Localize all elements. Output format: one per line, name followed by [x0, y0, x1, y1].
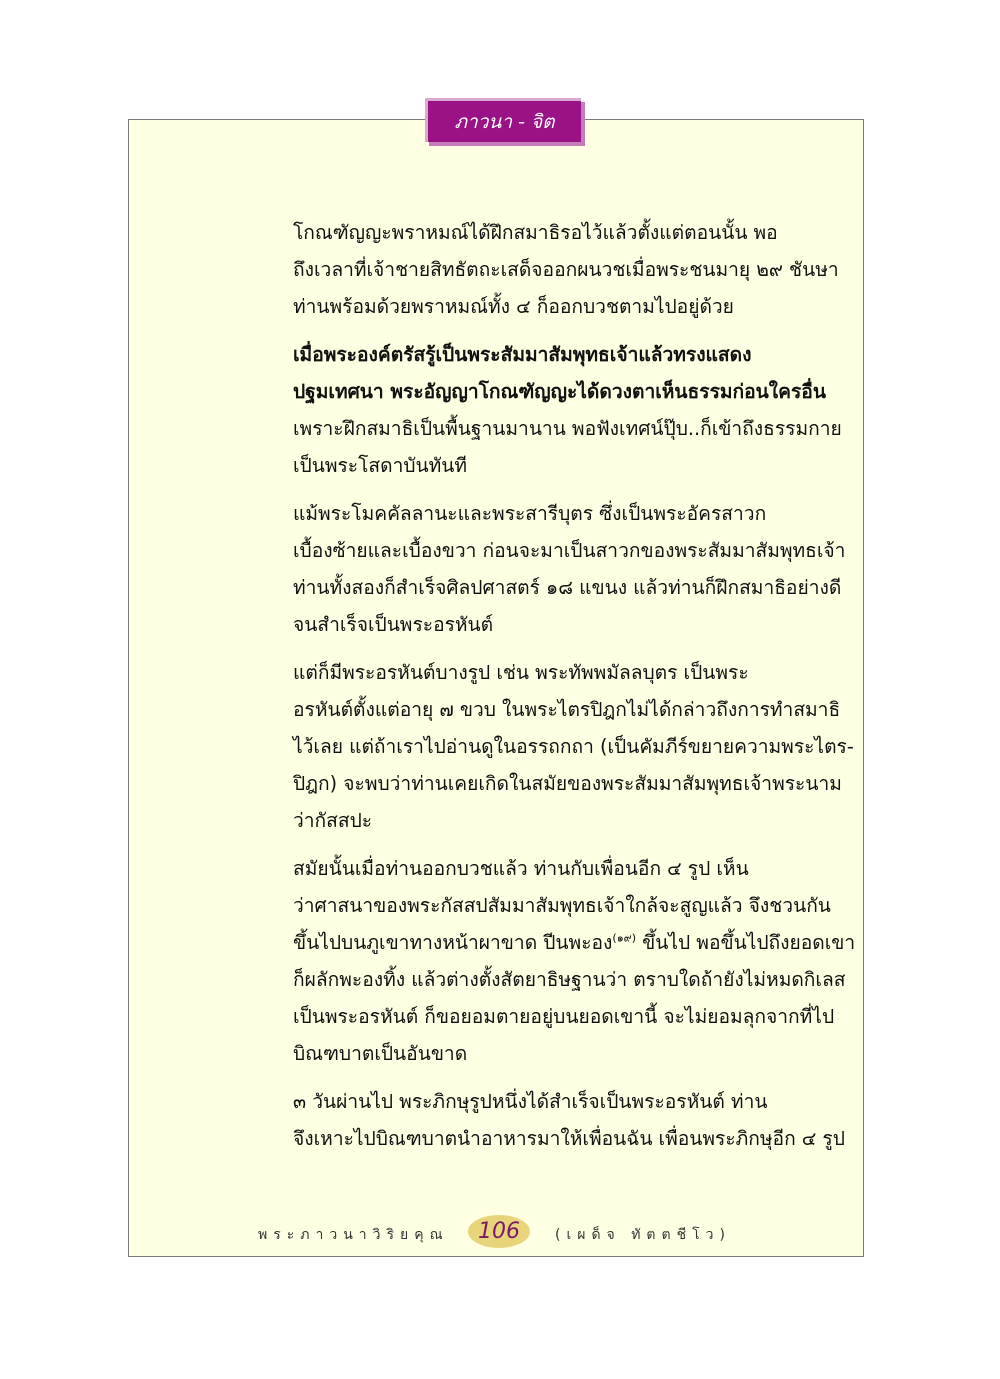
text-line: ท่านพร้อมด้วยพราหมณ์ทั้ง ๔ ก็ออกบวชตามไปอยู่ด้วย — [293, 295, 734, 318]
text-line: สมัยนั้นเมื่อท่านออกบวชแล้ว ท่านกับเพื่อนอีก ๔ รูป เห็น — [293, 857, 749, 880]
text-line: บิณฑบาตเป็นอันขาด — [293, 1042, 468, 1065]
text-line: เป็นพระโสดาบันทันที — [293, 454, 468, 477]
text-line: ๓ วันผ่านไป พระภิกษุรูปหนึ่งได้สำเร็จเป็นพระอรหันต์ ท่าน — [293, 1090, 768, 1113]
paragraph-5 — [213, 850, 856, 1072]
text-line: แม้พระโมคคัลลานะและพระสารีบุตร ซึ่งเป็นพระอัครสาวก — [293, 502, 767, 525]
text-line: ว่ากัสสปะ — [293, 809, 373, 832]
body-text — [213, 214, 856, 1168]
paragraph-4 — [213, 654, 854, 839]
text-line: ว่าศาสนาของพระกัสสปสัมมาสัมพุทธเจ้าใกล้จะสูญแล้ว จึงชวนกัน — [293, 894, 831, 917]
bold-text-line: เมื่อพระองค์ตรัสรู้เป็นพระสัมมาสัมพุทธเจ้าแล้วทรงแสดง — [293, 343, 752, 366]
page-footer — [0, 1213, 1000, 1253]
text-line: ถึงเวลาที่เจ้าชายสิทธัตถะเสด็จออกผนวชเมื่อพระชนมายุ ๒๙ ชันษา — [293, 258, 839, 281]
paragraph-2 — [213, 336, 842, 484]
chapter-title-tab — [425, 98, 581, 142]
paragraph-6 — [213, 1083, 845, 1157]
footer-author: พระภาวนาวิริยคุณ — [258, 1227, 449, 1243]
footnote-marker: (๑๙) — [612, 931, 637, 945]
paragraph-3 — [213, 495, 846, 643]
text-line: เป็นพระอรหันต์ ก็ขอยอมตายอยู่บนยอดเขานี้ จะไม่ยอมลุกจากที่ไป — [293, 1005, 835, 1028]
text-line: แต่ก็มีพระอรหันต์บางรูป เช่น พระทัพพมัลลบุตร เป็นพระ — [293, 661, 749, 684]
text-segment: ขึ้นไป พอขึ้นไปถึงยอดเขา — [636, 931, 856, 954]
text-line: จึงเหาะไปบิณฑบาตนำอาหารมาให้เพื่อนฉัน เพื่อนพระภิกษุอีก ๔ รูป — [293, 1127, 845, 1150]
text-line: เบื้องซ้ายและเบื้องขวา ก่อนจะมาเป็นสาวกของพระสัมมาสัมพุทธเจ้า — [293, 539, 846, 562]
text-line: ปิฎก) จะพบว่าท่านเคยเกิดในสมัยของพระสัมมาสัมพุทธเจ้าพระนาม — [293, 772, 842, 795]
page-number-badge — [468, 1215, 530, 1248]
text-line: ก็ผลักพะองทิ้ง แล้วต่างตั้งสัตยาธิษฐานว่า ตราบใดถ้ายังไม่หมดกิเลส — [293, 968, 846, 991]
text-line-with-footnote — [213, 924, 856, 961]
text-line: โกณฑัญญะพราหมณ์ได้ฝึกสมาธิรอไว้แล้วตั้งแต่ตอนนั้น พอ — [293, 221, 778, 244]
text-segment: ขึ้นไปบนภูเขาทางหน้าผาขาด ปีนพะอง — [293, 931, 613, 954]
chapter-title: ภาวนา - จิต — [454, 110, 555, 133]
text-line: เพราะฝึกสมาธิเป็นพื้นฐานมานาน พอฟังเทศน์ปุ๊บ..ก็เข้าถึงธรรมกาย — [293, 417, 842, 440]
footer-author-name: (เผด็จ ทัตตชีโว) — [555, 1227, 731, 1243]
text-line: ไว้เลย แต่ถ้าเราไปอ่านดูในอรรถกถา (เป็นคัมภีร์ขยายความพระไตร- — [293, 735, 854, 758]
paragraph-1 — [213, 214, 839, 325]
text-line: ท่านทั้งสองก็สำเร็จศิลปศาสตร์ ๑๘ แขนง แล้วท่านก็ฝึกสมาธิอย่างดี — [293, 576, 842, 599]
page-number: 106 — [478, 1219, 520, 1244]
bold-text-line: ปฐมเทศนา พระอัญญาโกณฑัญญะได้ดวงตาเห็นธรรมก่อนใครอื่น — [293, 380, 826, 403]
text-line: จนสำเร็จเป็นพระอรหันต์ — [293, 613, 494, 636]
text-line: อรหันต์ตั้งแต่อายุ ๗ ขวบ ในพระไตรปิฎกไม่ได้กล่าวถึงการทำสมาธิ — [293, 698, 841, 721]
